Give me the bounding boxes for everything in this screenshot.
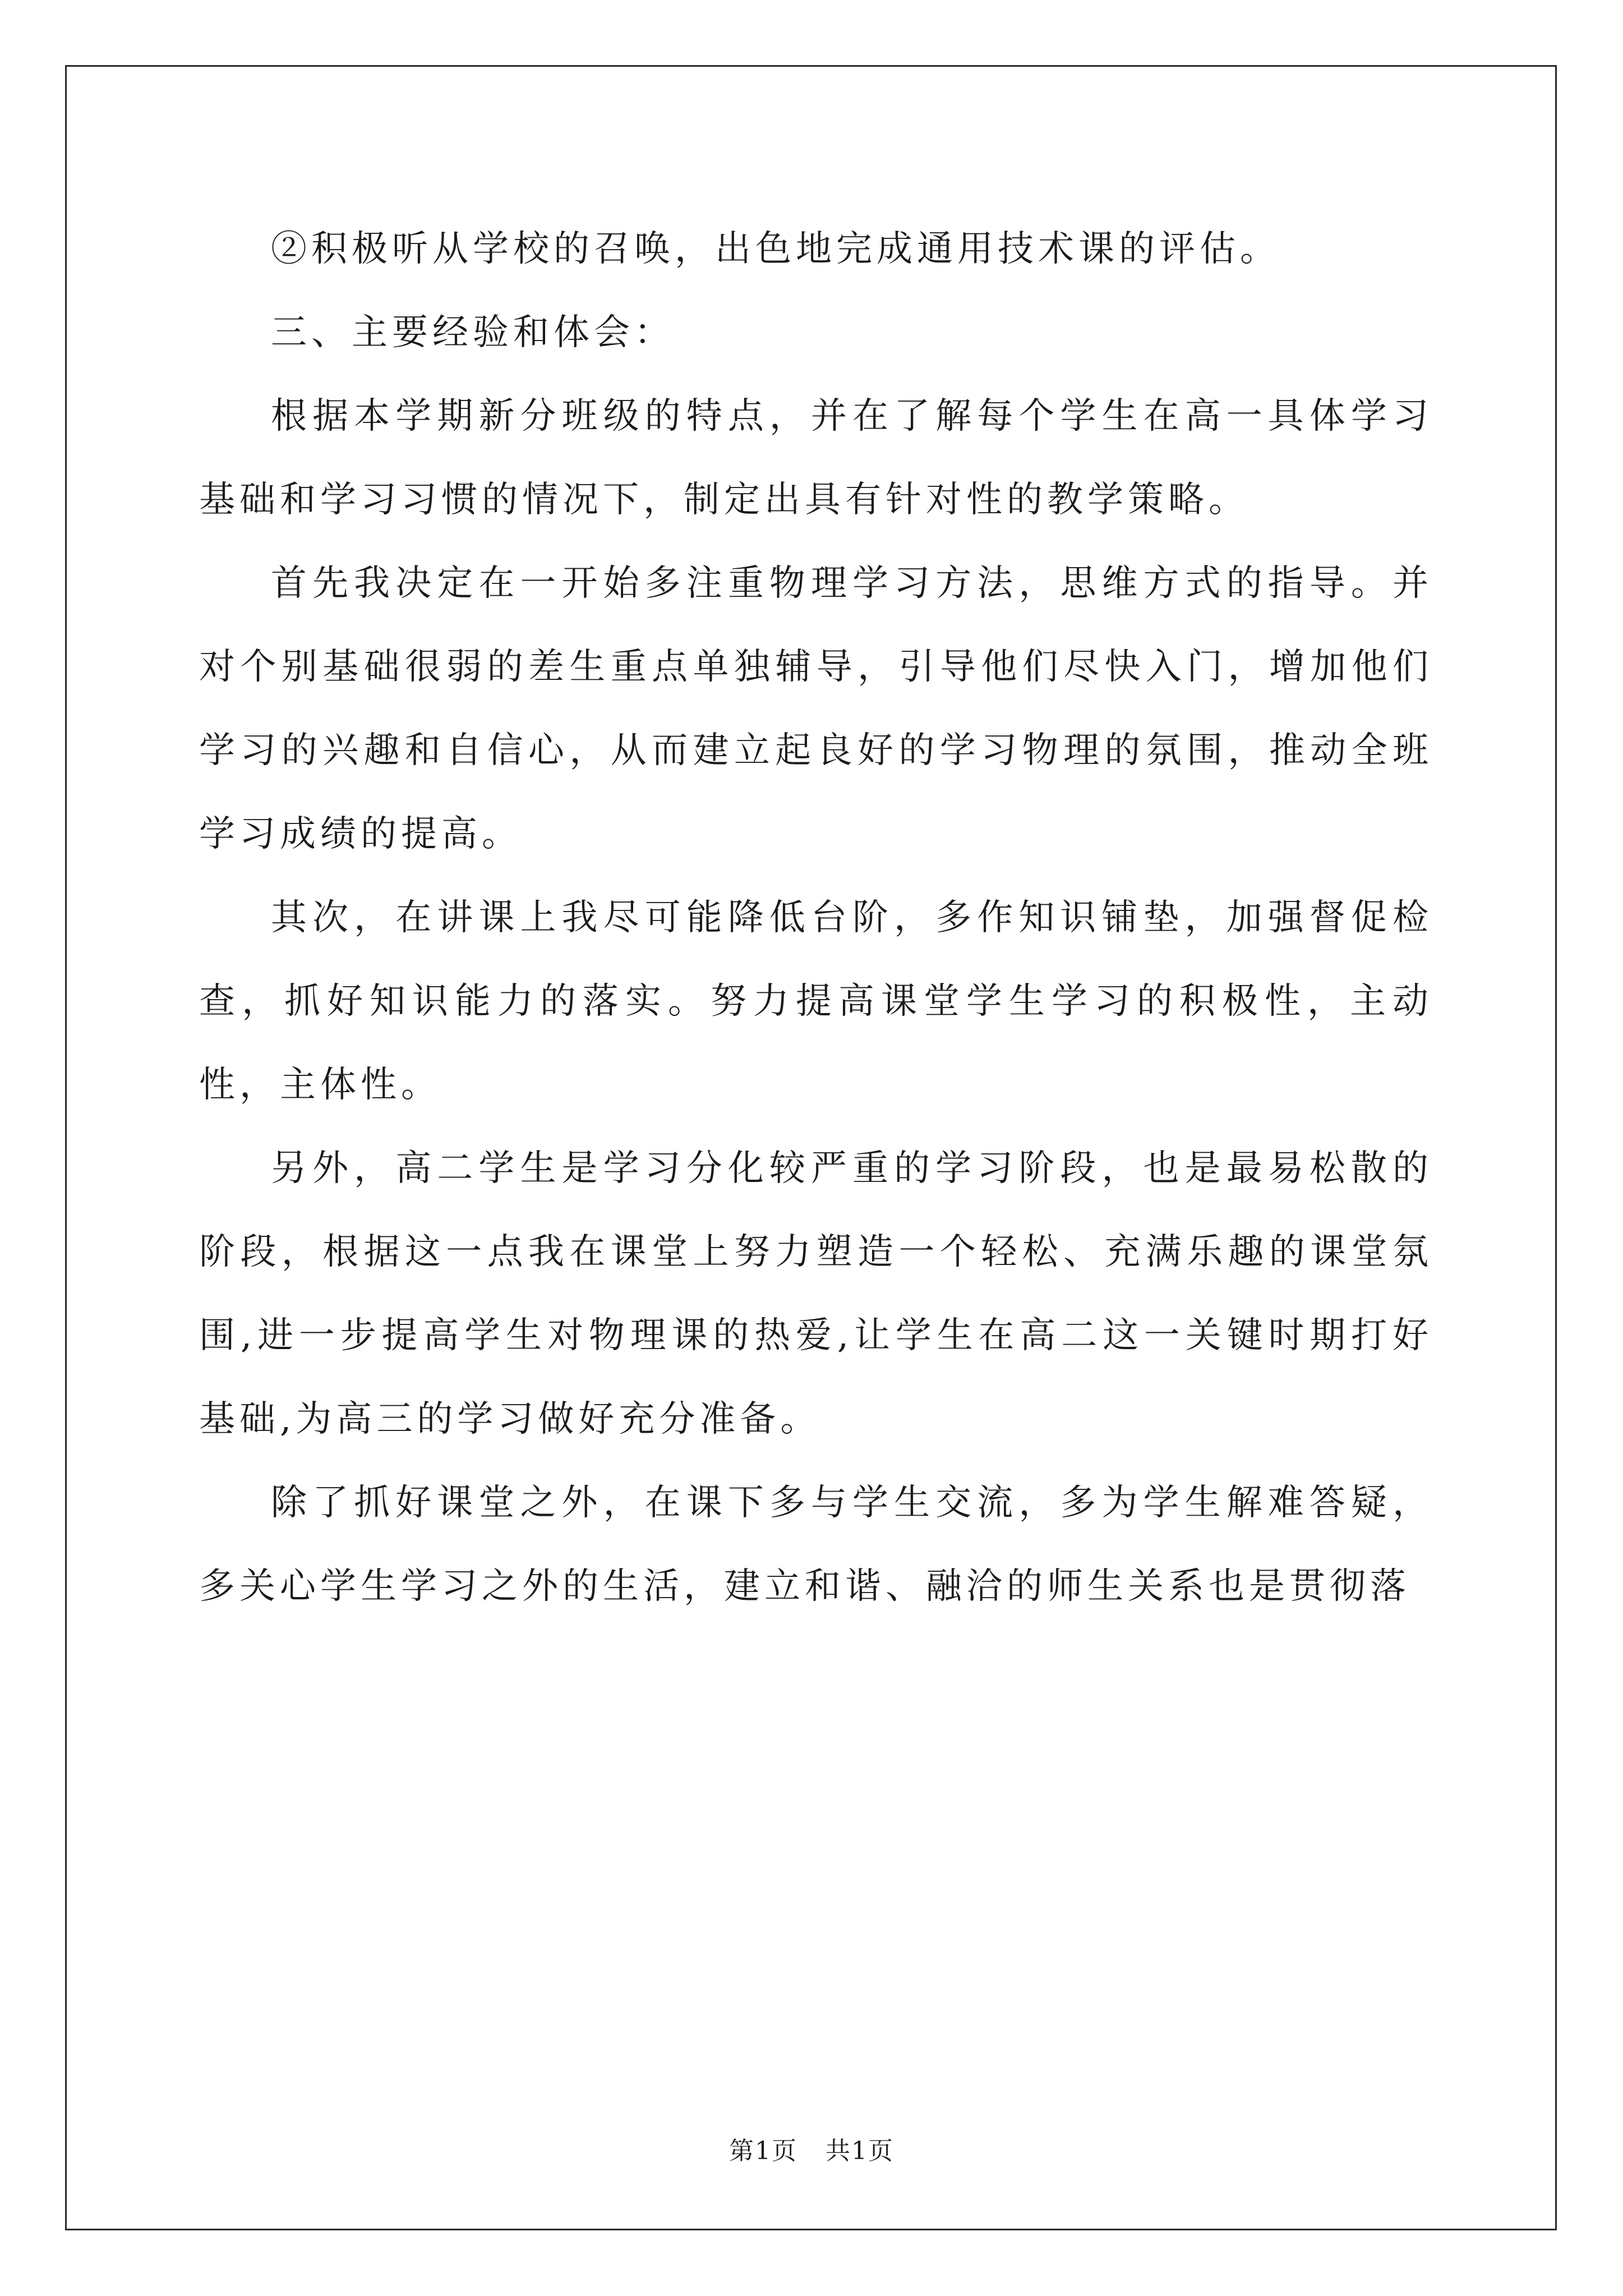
paragraph-beyond-classroom: 除了抓好课堂之外，在课下多与学生交流，多为学生解难答疑，多关心学生学习之外的生活，建立和谐、融洽的师生关系也是贯彻落 [199,1482,1433,1607]
paragraph-evaluation-note: ②积极听从学校的召唤，出色地完成通用技术课的评估。 [271,228,1280,270]
page-number-total: 共1页 [826,2137,894,2165]
paragraph-second-lecturing: 其次，在讲课上我尽可能降低台阶，多作知识铺垫，加强督促检查，抓好知识能力的落实。努力提高课堂学生学习的积极性，主动性，主体性。 [199,897,1433,1106]
section-heading-experience: 三、主要经验和体会： [271,312,675,353]
paragraph-additionally-atmosphere: 另外，高二学生是学习分化较严重的学习阶段，也是最易松散的阶段，根据这一点我在课堂上努力塑造一个轻松、充满乐趣的课堂氛围,进一步提高学生对物理课的热爱,让学生在高二这一关键时期打好基础,为高三的学习做好充分准备。 [199,1148,1433,1440]
page-footer [0,2131,1623,2166]
document-body [199,208,1433,1628]
paragraph-teaching-strategy: 根据本学期新分班级的特点，并在了解每个学生在高一具体学习基础和学习习惯的情况下，制定出具有针对性的教学策略。 [199,395,1433,521]
paragraph-first-guidance: 首先我决定在一开始多注重物理学习方法，思维方式的指导。并对个别基础很弱的差生重点单独辅导，引导他们尽快入门，增加他们学习的兴趣和自信心，从而建立起良好的学习物理的氛围，推动全班学习成绩的提高。 [199,563,1433,855]
page-number-current: 第1页 [729,2137,797,2165]
